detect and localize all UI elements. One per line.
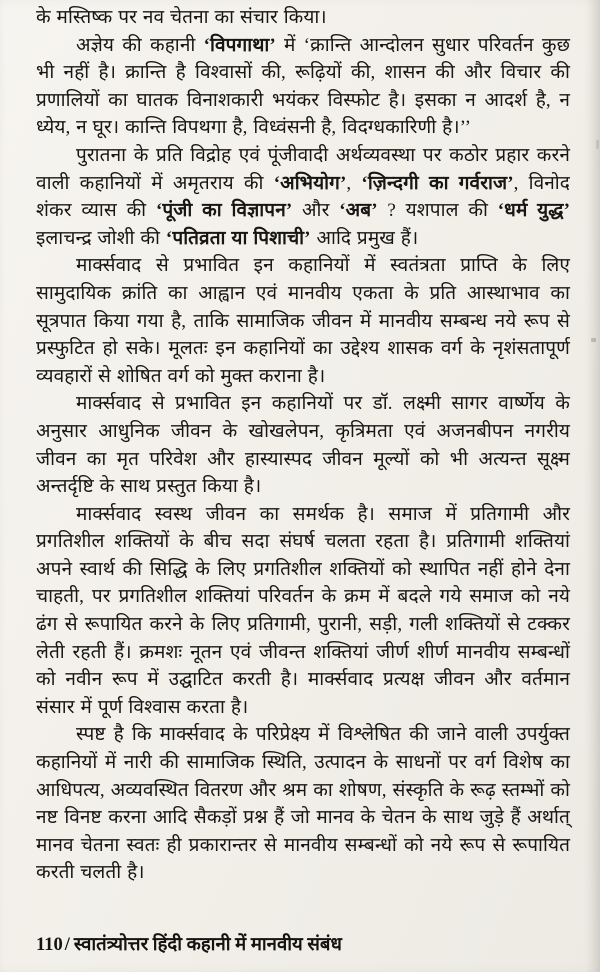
scan-artifact <box>591 338 596 342</box>
story-title-text: ‘ज़िन्दगी का गर्वराज’ <box>361 172 514 194</box>
body-text-segment: ? यशपाल की <box>377 200 498 222</box>
page-number: 110 <box>36 935 63 955</box>
page-body <box>36 4 570 887</box>
paragraph <box>36 721 570 887</box>
body-text-segment: मार्क्सवाद स्वस्थ जीवन का समर्थक है। समाज में प्रतिगामी और प्रगतिशील शक्तियों के बीच सदा संघर्ष चलता रहता है। प्रतिगामी शक्तियां अपने स्वार्थ की सिद्धि के लिए प्रगतिशील शक्तियों को स्थापित नहीं होने देना चाहती, पर प्रगतिशील शक्तियां परिवर्तन के क्रम में बदले गये समाज को नये ढंग से रूपायित करने के लिए प्रतिगामी, पुरानी, सड़ी, गली शक्तियों से टक्कर लेती रहती हैं। क्रमशः नूतन एवं जीवन्त शक्तियां जीर्ण शीर्ण मानवीय सम्बन्धों को नवीन रूप में उद्घाटित करती है। मार्क्सवाद प्रत्यक्ष जीवन और वर्तमान संसार में पूर्ण विश्वास करता है। <box>36 503 570 718</box>
story-title-text: ‘पूंजी का विज्ञापन’ <box>155 200 293 222</box>
story-title-text: ‘विपगाथा’ <box>203 34 276 56</box>
page-footer <box>36 931 342 956</box>
body-text-segment: मार्क्सवाद से प्रभावित इन कहानियों पर डॉ. लक्ष्मी सागर वार्ष्णेय के अनुसार आधुनिक जीवन के खोखलेपन, कृत्रिमता एवं अजनबीपन नगरीय जीवन का मृत परिवेश और हास्यास्पद जीवन मूल्यों को भी अत्यन्त सूक्ष्म अन्तर्दृष्टि के साथ प्रस्तुत किया है। <box>36 393 570 498</box>
body-text-segment: आदि प्रमुख हैं। <box>310 227 419 249</box>
paragraph <box>36 32 570 142</box>
paragraph <box>36 252 570 390</box>
body-text-segment: इलाचन्द्र जोशी की <box>36 227 166 249</box>
story-title-text: ‘अब’ <box>339 200 378 222</box>
story-title-text: ‘पतिव्रता या पिशाची’ <box>165 227 311 249</box>
body-text-segment: और <box>292 200 340 222</box>
story-title-text: ‘अभियोग’ <box>273 172 347 194</box>
body-text-segment: , <box>346 172 362 194</box>
paragraph <box>36 390 570 500</box>
running-title: स्वातंत्र्योत्तर हिंदी कहानी में मानवीय संबंध <box>73 935 342 955</box>
body-text-segment: के मस्तिष्क पर नव चेतना का संचार किया। <box>36 7 327 28</box>
story-title-text: ‘धर्म युद्ध’ <box>497 200 570 222</box>
body-text-segment: अज्ञेय की कहानी <box>76 34 204 56</box>
body-text-segment: में ‘क्रान्ति आन्दोलन सुधार परिवर्तन कुछ भी नहीं है। क्रान्ति है विश्वासों की, रूढ़ियों की, शासन की और विचार की प्रणालियों का घातक विनाशकारी भयंकर विस्फोट है। इसका न आदर्श है, न ध्येय, न घूर। कान्ति विपथगा है, विध्वंसनी है, विदग्धकारिणी है।’’ <box>36 34 570 139</box>
body-text-segment: मार्क्सवाद से प्रभावित इन कहानियों में स्वतंत्रता प्राप्ति के लिए सामुदायिक क्रांति का आह्वान एवं मानवीय एकता के प्रति आस्थाभाव का सूत्रपात किया गया है, ताकि सामाजिक जीवन में मानवीय सम्बन्ध नये रूप से प्रस्फुटित हो सके। मूलतः इन कहानियों का उद्देश्य शासक वर्ग के नृशंसतापूर्ण व्यवहारों से शोषित वर्ग को मुक्त कराना है। <box>36 255 570 387</box>
body-text-segment: पुरातना के प्रति विद्रोह एवं पूंजीवादी अर्थव्यवस्था पर कठोर प्रहार करने वाली कहानियों में अमृतराय की <box>36 144 570 194</box>
scan-artifact <box>596 140 599 149</box>
body-text-segment: स्पष्ट है कि मार्क्सवाद के परिप्रेक्ष्य में विश्लेषित की जाने वाली उपर्युक्त कहानियों में नारी की सामाजिक स्थिति, उत्पादन के साधनों पर वर्ग विशेष का आधिपत्य, अव्यवस्थित वितरण और श्रम का शोषण, संस्कृति के रूढ़ स्तम्भों को नष्ट विनष्ट करना आदि सैकड़ों प्रश्न हैं जो मानव के चेतन के साथ जुड़े हैं अर्थात् मानव चेतना स्वतः ही प्रकारान्तर से मानवीय सम्बन्धों को नये रूप से रूपायित करती चलती है। <box>36 724 570 884</box>
paragraph <box>36 501 570 722</box>
body-text-segment: , विनोद शंकर व्यास की <box>36 172 570 222</box>
paragraph <box>36 4 570 32</box>
paragraph <box>36 142 570 252</box>
footer-separator: / <box>64 935 70 955</box>
